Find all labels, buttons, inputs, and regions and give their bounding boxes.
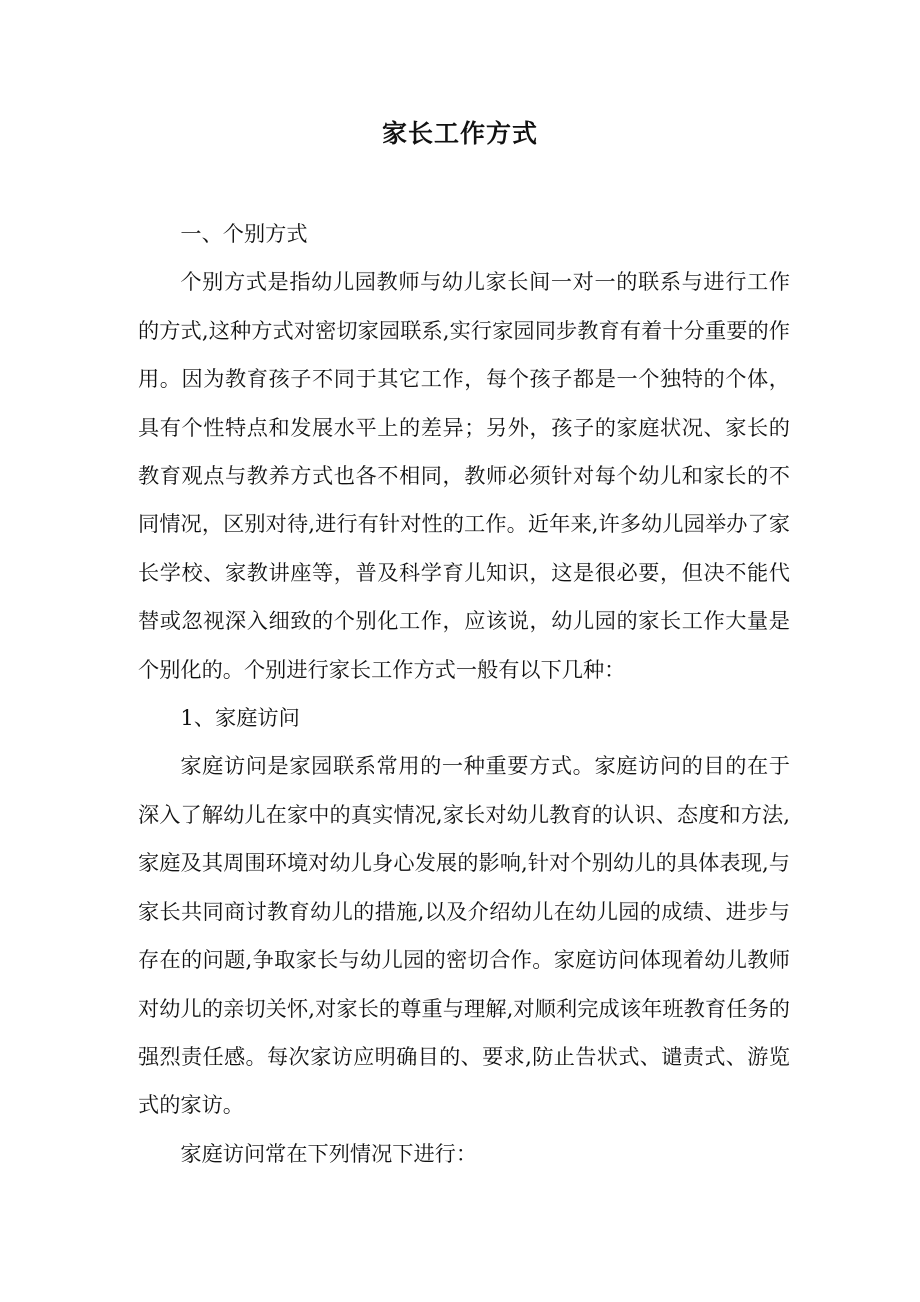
document-title: 家长工作方式 (381, 119, 538, 148)
paragraph-home-visit: 家庭访问是家园联系常用的一种重要方式。家庭访问的目的在于深入了解幼儿在家中的真实情况,家长对幼儿教育的认识、态度和方法,家庭及其周围环境对幼儿身心发展的影响,针对个别幼儿的具体表现,与家长共同商讨教育幼儿的措施,以及介绍幼儿在幼儿园的成绩、进步与存在的问题,争取家长与幼儿园的密切合作。家庭访问体现着幼儿教师对幼儿的亲切关怀,对家长的尊重与理解,对顺利完成该年班教育任务的强烈责任感。每次家访应明确目的、要求,防止告状式、谴责式、游览式的家访。 (138, 753, 790, 1118)
paragraph-home-visit-conditions: 家庭访问常在下列情况下进行： (180, 1140, 478, 1166)
document-body (138, 210, 790, 1178)
section-heading-individual: 一、个别方式 (180, 221, 308, 246)
paragraph-individual-method: 个别方式是指幼儿园教师与幼儿家长间一对一的联系与进行工作的方式,这种方式对密切家园联系,实行家园同步教育有着十分重要的作用。因为教育孩子不同于其它工作，每个孩子都是一个独特的个体，具有个性特点和发展水平上的差异；另外，孩子的家庭状况、家长的教育观点与教养方式也各不相同，教师必须针对每个幼儿和家长的不同情况，区别对待,进行有针对性的工作。近年来,许多幼儿园举办了家长学校、家教讲座等，普及科学育儿知识，这是很必要，但决不能代替或忽视深入细致的个别化工作，应该说，幼儿园的家长工作大量是个别化的。个别进行家长工作方式一般有以下几种： (138, 269, 790, 682)
subsection-heading-home-visit: 1、家庭访问 (180, 705, 300, 731)
